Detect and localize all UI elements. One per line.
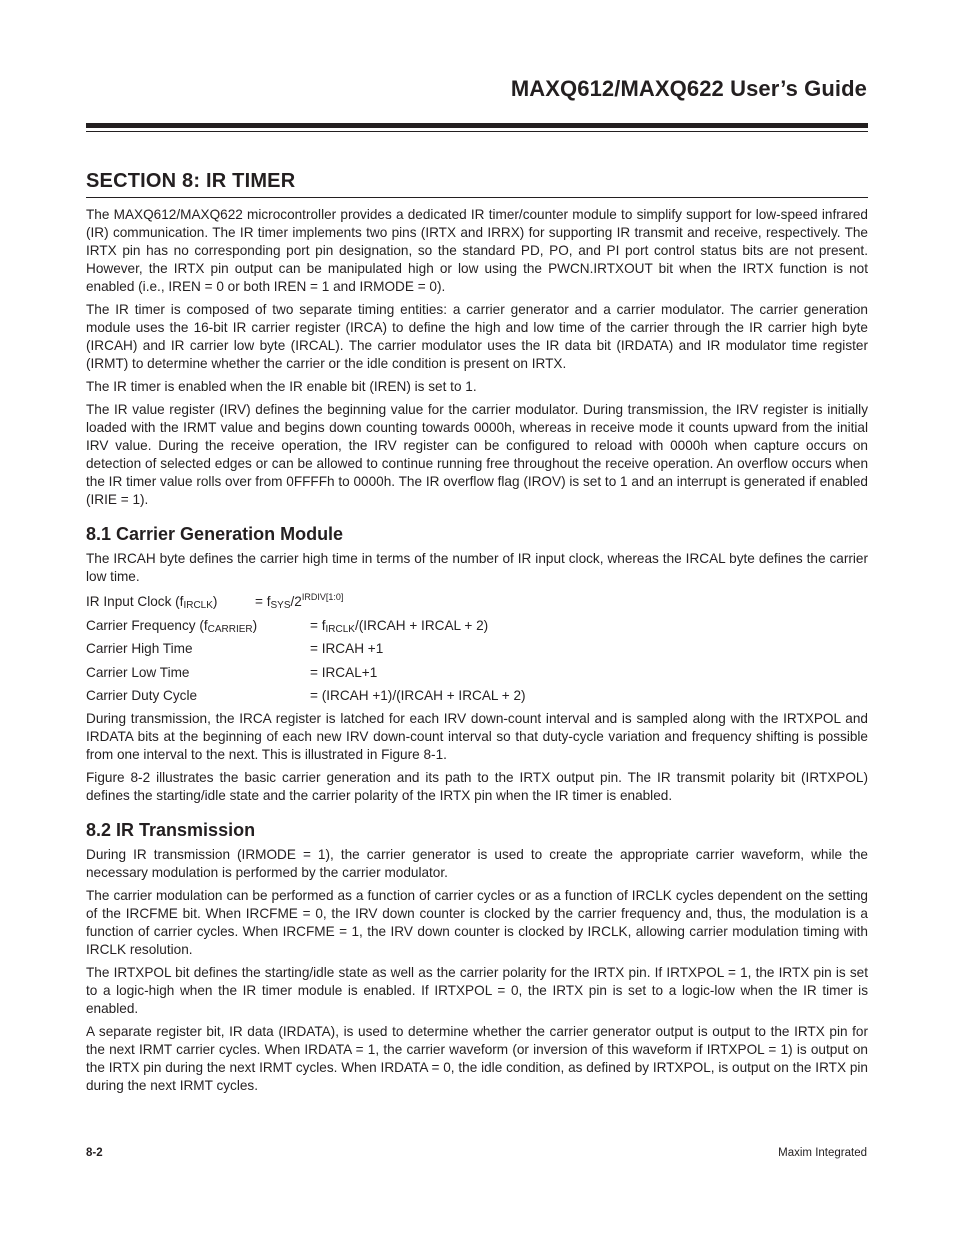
formula-label: Carrier High Time: [86, 641, 193, 656]
subsection-title-ir-transmission: 8.2 IR Transmission: [86, 819, 256, 840]
subsection-paragraph: The IRTXPOL bit defines the starting/idle state as well as the carrier polarity for the IRTX pin. If IRTXPOL = 1, the IRTX pin is set to a logic-high when the IR timer module is enabled. If IRTXPOL = 0, the IRTX pin is set to a logic-low when the IR timer is enabled.: [86, 964, 868, 1016]
page-number: 8-2: [86, 1147, 103, 1159]
formula-label: Carrier Low Time: [86, 664, 190, 680]
formula-ir-input-clock: [86, 591, 868, 615]
formula-expression: = (IRCAH +1)/(IRCAH + IRCAL + 2): [310, 688, 526, 703]
section-paragraph: The IR timer is composed of two separate timing entities: a carrier generator and a carrier modulator. The carrier generation module uses the 16-bit IR carrier register (IRCA) to define the high and low time of the carrier through the IR carrier high byte (IRCAH) and IR carrier low byte (IRCAL). The carrier modulator uses the IR data bit (IRDATA) and IR modulator time register (IRMT) to determine whether the carrier or the idle condition is present on IRTX.: [86, 302, 868, 371]
formula-label: IR Input Clock (fIRCLK): [86, 594, 218, 611]
section-title: SECTION 8: IR TIMER: [86, 170, 868, 198]
subsection-paragraph: During IR transmission (IRMODE = 1), the carrier generator is used to create the appropriate carrier waveform, while the necessary modulation is performed by the carrier modulator.: [86, 846, 868, 880]
formula-carrier-duty-cycle: [86, 685, 868, 709]
formula-label: Carrier Duty Cycle: [86, 688, 198, 703]
formula-carrier-low-time: [86, 662, 868, 686]
subsection-paragraph: A separate register bit, IR data (IRDATA), is used to determine whether the carrier generator output is output to the IRTX pin for the next IRMT carrier cycles. When IRDATA = 1, the carrier waveform (or inversion of this waveform if IRTXPOL = 1) is output on the IRTX pin during the next IRMT cycles. When IRDATA = 0, the idle condition, as defined by IRTXPOL, is output on the IRTX pin during the next IRMT cycles.: [86, 1023, 868, 1093]
subsection-title-carrier-generation: 8.1 Carrier Generation Module: [86, 524, 344, 544]
formula-expression: = fSYS/$2^{IRDIV[1:0]}$: [255, 592, 344, 611]
header-rule-thick: [86, 123, 868, 128]
subsection-paragraph: During transmission, the IRCA register is latched for each IRV down-count interval and is sampled along with the IRTXPOL and IRDATA bits at the beginning of each new IRV down-count interval so that duty-cycle variation and frequency shifting is possible from one interval to the next. This is illustrated in Figure 8-1.: [86, 710, 868, 762]
formula-expression: = fIRCLK/(IRCAH + IRCAL + 2): [310, 617, 489, 635]
document-title: MAXQ612/MAXQ622 User’s Guide: [510, 76, 867, 101]
formula-expression: = IRCAL+1: [310, 664, 378, 680]
formula-label: Carrier Frequency (fCARRIER): [86, 617, 258, 635]
company-name: Maxim Integrated: [778, 1147, 867, 1159]
subsection-intro: The IRCAH byte defines the carrier high time in terms of the number of IR input clock, whereas the IRCAL byte defines the carrier low time.: [86, 551, 868, 584]
section-paragraph: The IR value register (IRV) defines the beginning value for the carrier modulator. During transmission, the IRV register is initially loaded with the IRMT value and begins down counting towards 0000h, whereas in receive mode it counts upward from the initial IRV value. During the receive operation, the IRV register can be configured to reload with 0000h when capture occurs on detection of selected edges or can be allowed to continue running free throughout the receive operation. An overflow occurs when the IR timer value rolls over from 0FFFFh to 0000h. The IR overflow flag (IROV) is set to 1 and an interrupt is generated if enabled (IRIE = 1).: [86, 402, 868, 507]
section-paragraph: The IR timer is enabled when the IR enable bit (IREN) is set to 1.: [86, 379, 477, 394]
header-rule-thin: [86, 131, 868, 132]
formula-carrier-high-time: [86, 638, 868, 662]
formula-expression: = IRCAH +1: [310, 641, 384, 656]
subsection-paragraph: Figure 8-2 illustrates the basic carrier generation and its path to the IRTX output pin. The IR transmit polarity bit (IRTXPOL) defines the starting/idle state and the carrier polarity of the IRTX pin when the IR timer is enabled.: [86, 769, 868, 803]
subsection-paragraph: The carrier modulation can be performed as a function of carrier cycles or as a function of IRCLK cycles dependent on the setting of the IRCFME bit. When IRCFME = 0, the IRV down counter is clocked by the carrier frequency and, thus, the modulation is a function of carrier cycles. When IRCFME = 1, the IRV down counter is clocked by IRCLK, allowing carrier modulation timing with IRCLK resolution.: [86, 887, 868, 957]
section-paragraph: The MAXQ612/MAXQ622 microcontroller provides a dedicated IR timer/counter module to simplify support for low-speed infrared (IR) communication. The IR timer implements two pins (IRTX and IRRX) for supporting IR transmit and receive, respectively. The IRTX pin has no corresponding port pin designation, so the standard PD, PO, and PI port control status bits are not present. However, the IRTX pin output can be manipulated high or low using the PWCN.IRTXOUT bit when the IRTX function is not enabled (i.e., IREN = 0 or both IREN = 1 and IRMODE = 0).: [86, 207, 868, 294]
page-content: [86, 170, 868, 1100]
formula-carrier-frequency: [86, 615, 868, 639]
